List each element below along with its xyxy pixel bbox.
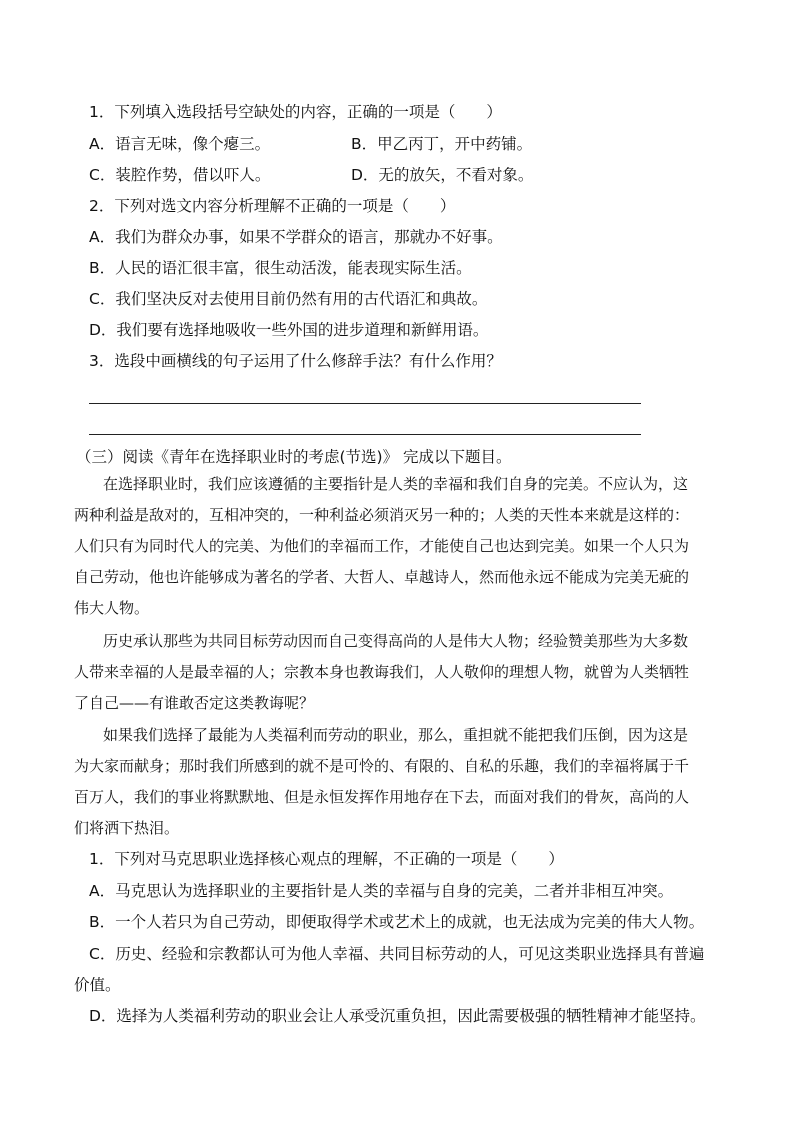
question-3-stem: 3．选段中画横线的句子运用了什么修辞手法？有什么作用？: [89, 352, 502, 370]
question-1-option-d: D．无的放矢，不看对象。: [351, 166, 534, 184]
question-2-option-d: D．我们要有选择地吸收一些外国的进步道理和新鲜用语。: [89, 321, 489, 339]
question-1-options-row-2: [89, 165, 649, 185]
section-heading: （三）阅读《青年在选择职业时的考虑(节选)》 完成以下题目。: [76, 448, 512, 466]
passage-line: 伟大人物。: [74, 599, 150, 617]
passage-line: 了自己——有谁敢否定这类教诲呢？: [74, 694, 315, 712]
question-1-option-b: B．甲乙丙丁，开中药铺。: [351, 135, 533, 153]
question-1-option-a: A．语言无味，像个瘪三。: [89, 135, 271, 153]
reading-question-1-option-a: A．马克思认为选择职业的主要指针是人类的幸福与自身的完美，二者并非相互冲突。: [89, 882, 674, 900]
passage-line: 人们只有为同时代人的完美、为他们的幸福而工作，才能使自己也达到完美。如果一个人只为: [74, 537, 690, 555]
question-1-stem: 1．下列填入选段括号空缺处的内容，正确的一项是（ ）: [89, 103, 502, 121]
question-1-option-c: C．装腔作势，借以吓人。: [89, 166, 271, 184]
passage-line: 为大家而献身；那时我们所感到的就不是可怜的、有限的、自私的乐趣，我们的幸福将属于千: [74, 757, 690, 775]
passage-line: 在选择职业时，我们应该遵循的主要指针是人类的幸福和我们自身的完美。不应认为，这: [103, 475, 689, 493]
question-1-options-row-1: [89, 134, 649, 154]
passage-line: 人带来幸福的人是最幸福的人；宗教本身也教诲我们，人人敬仰的理想人物，就曾为人类牺牲: [74, 663, 690, 681]
passage-line: 们将洒下热泪。: [74, 819, 180, 837]
reading-question-1-option-c: C．历史、经验和宗教都认可为他人幸福、共同目标劳动的人，可见这类职业选择具有普遍: [89, 945, 705, 963]
question-2-option-b: B．人民的语汇很丰富，很生动活泼，能表现实际生活。: [89, 259, 472, 277]
question-2-stem: 2．下列对选文内容分析理解不正确的一项是（ ）: [89, 197, 456, 215]
reading-question-1-stem: 1．下列对马克思职业选择核心观点的理解，不正确的一项是（ ）: [89, 850, 564, 868]
passage-line: 两种利益是敌对的，互相冲突的，一种利益必须消灭另一种的；人类的天性本来就是这样的：: [74, 506, 690, 524]
passage-line: 百万人，我们的事业将默默地、但是永恒发挥作用地存在下去，而面对我们的骨灰，高尚的人: [74, 788, 690, 806]
passage-line: 如果我们选择了最能为人类福利而劳动的职业，那么，重担就不能把我们压倒，因为这是: [103, 726, 689, 744]
reading-question-1-option-d: D．选择为人类福利劳动的职业会让人承受沉重负担，因此需要极强的牺牲精神才能坚持。: [89, 1007, 706, 1025]
question-2-option-a: A．我们为群众办事，如果不学群众的语言，那就办不好事。: [89, 228, 503, 246]
answer-line-2: [89, 434, 641, 435]
passage-line: 历史承认那些为共同目标劳动因而自己变得高尚的人是伟大人物；经验赞美那些为大多数: [103, 632, 689, 650]
question-2-option-c: C．我们坚决反对去使用目前仍然有用的古代语汇和典故。: [89, 290, 488, 308]
answer-line-1: [89, 403, 641, 404]
reading-question-1-option-c-continued: 价值。: [74, 976, 121, 994]
passage-line: 自己劳动，他也许能够成为著名的学者、大哲人、卓越诗人，然而他永远不能成为完美无疵的: [74, 568, 690, 586]
reading-question-1-option-b: B．一个人若只为自己劳动，即便取得学术或艺术上的成就，也无法成为完美的伟大人物。: [89, 913, 705, 931]
